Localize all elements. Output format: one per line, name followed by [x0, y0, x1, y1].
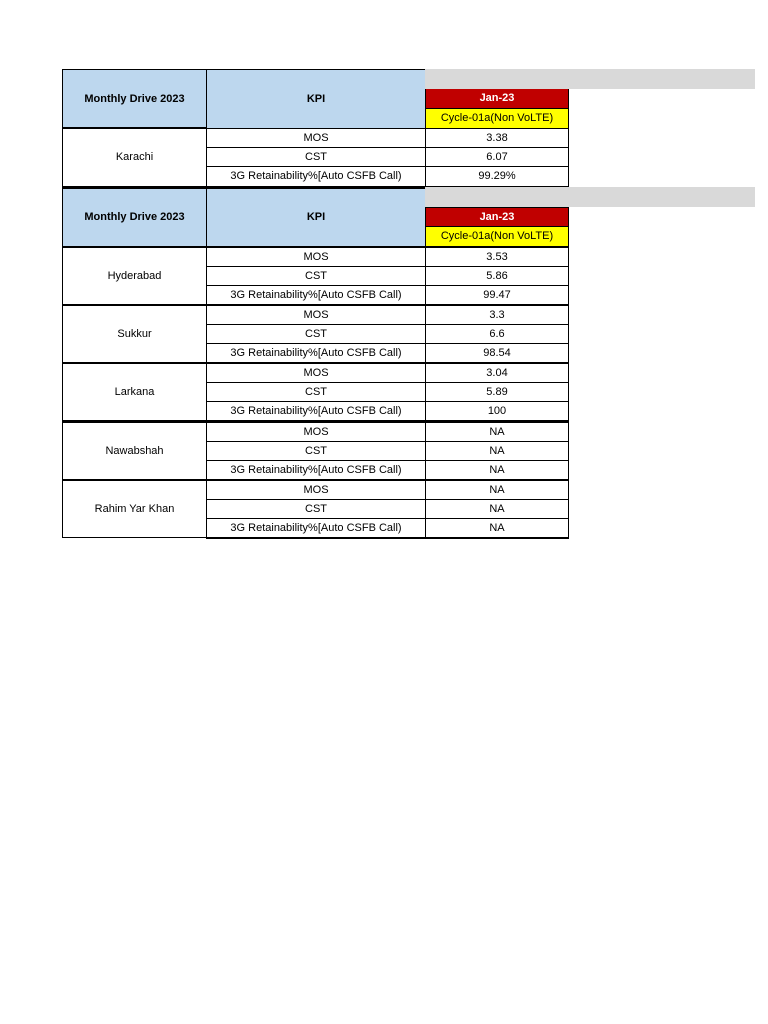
value-cell: 5.86	[426, 266, 569, 285]
value-cell: NA	[426, 421, 569, 441]
month-header: Jan-23	[426, 207, 569, 226]
value-cell: 99.47	[426, 285, 569, 305]
table-row	[63, 363, 569, 383]
month-header: Jan-23	[426, 89, 569, 109]
value-cell: 99.29%	[426, 166, 569, 186]
city-cell: Karachi	[63, 128, 207, 186]
gray-header-strip	[425, 69, 755, 89]
value-cell: 6.07	[426, 147, 569, 166]
kpi-cell: 3G Retainability%[Auto CSFB Call)	[207, 166, 426, 186]
value-cell: NA	[426, 499, 569, 518]
kpi-cell: CST	[207, 147, 426, 166]
city-cell: Sukkur	[63, 305, 207, 363]
kpi-cell: 3G Retainability%[Auto CSFB Call)	[207, 285, 426, 305]
kpi-cell: MOS	[207, 305, 426, 325]
value-cell: 3.3	[426, 305, 569, 325]
interior-table	[62, 187, 569, 539]
value-cell: NA	[426, 480, 569, 500]
value-cell: 6.6	[426, 324, 569, 343]
kpi-cell: MOS	[207, 247, 426, 267]
kpi-cell: CST	[207, 441, 426, 460]
city-cell: Hyderabad	[63, 247, 207, 305]
value-cell: 3.04	[426, 363, 569, 383]
value-cell: 3.53	[426, 247, 569, 267]
spreadsheet	[62, 69, 569, 539]
gray-header-strip	[425, 187, 755, 207]
value-cell: 98.54	[426, 343, 569, 363]
value-cell: 5.89	[426, 382, 569, 401]
table-row	[63, 480, 569, 500]
interior-table-block	[62, 187, 569, 539]
kpi-cell: MOS	[207, 363, 426, 383]
table-row	[63, 247, 569, 267]
kpi-cell: CST	[207, 266, 426, 285]
kpi-cell: 3G Retainability%[Auto CSFB Call)	[207, 518, 426, 538]
city-cell: Larkana	[63, 363, 207, 422]
value-cell: NA	[426, 518, 569, 538]
cycle-header: Cycle-01a(Non VoLTE)	[426, 227, 569, 247]
value-cell: 100	[426, 401, 569, 421]
kpi-cell: CST	[207, 382, 426, 401]
value-cell: NA	[426, 441, 569, 460]
kpi-cell: MOS	[207, 480, 426, 500]
monthly-drive-header: Monthly Drive 2023	[63, 70, 207, 129]
kpi-cell: 3G Retainability%[Auto CSFB Call)	[207, 460, 426, 480]
karachi-table-block	[62, 69, 569, 187]
kpi-header: KPI	[207, 70, 426, 129]
table-row	[63, 128, 569, 147]
kpi-cell: MOS	[207, 421, 426, 441]
table-row	[63, 305, 569, 325]
cycle-header: Cycle-01a(Non VoLTE)	[426, 108, 569, 128]
city-cell: Nawabshah	[63, 421, 207, 480]
kpi-cell: 3G Retainability%[Auto CSFB Call)	[207, 343, 426, 363]
kpi-cell: CST	[207, 499, 426, 518]
city-cell: Rahim Yar Khan	[63, 480, 207, 538]
kpi-cell: MOS	[207, 128, 426, 147]
value-cell: 3.38	[426, 128, 569, 147]
kpi-cell: 3G Retainability%[Auto CSFB Call)	[207, 401, 426, 421]
kpi-cell: CST	[207, 324, 426, 343]
kpi-header: KPI	[207, 188, 426, 247]
value-cell: NA	[426, 460, 569, 480]
table-row	[63, 421, 569, 441]
monthly-drive-header: Monthly Drive 2023	[63, 188, 207, 247]
